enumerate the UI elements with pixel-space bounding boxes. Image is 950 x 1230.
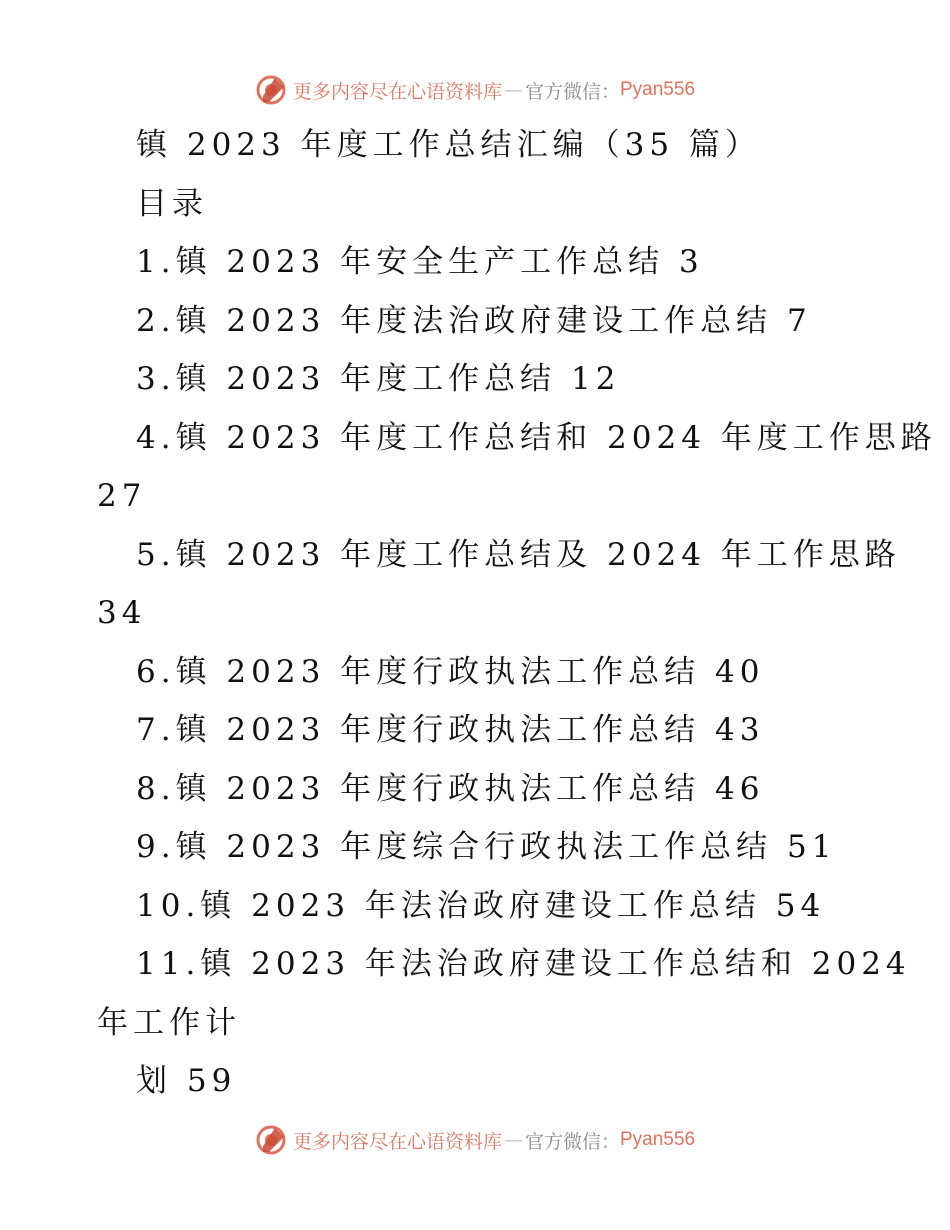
toc-item: 7.镇 2023 年度行政执法工作总结 43 — [136, 712, 765, 748]
toc-item: 3.镇 2023 年度工作总结 12 — [136, 361, 621, 397]
footer-watermark — [0, 1122, 950, 1158]
pen-logo-icon — [255, 74, 287, 106]
toc-item: 8.镇 2023 年度行政执法工作总结 46 — [136, 771, 765, 807]
toc-item-continuation: 27 — [97, 478, 147, 514]
toc-item: 9.镇 2023 年度综合行政执法工作总结 51 — [136, 829, 837, 865]
toc-item: 1.镇 2023 年安全生产工作总结 3 — [136, 244, 704, 280]
toc-item: 11.镇 2023 年法治政府建设工作总结和 2024 — [136, 946, 911, 982]
toc-item: 10.镇 2023 年法治政府建设工作总结 54 — [136, 888, 826, 924]
toc-item: 5.镇 2023 年度工作总结及 2024 年工作思路 — [136, 537, 901, 573]
pen-logo-icon — [255, 1124, 287, 1156]
watermark-label: 官方微信： — [524, 1130, 620, 1153]
watermark-dash: — — [503, 79, 523, 101]
watermark-dash: — — [503, 1129, 523, 1151]
header-watermark — [0, 72, 950, 108]
toc-item-continuation: 年工作计 — [97, 1005, 241, 1041]
watermark-label: 官方微信： — [524, 80, 620, 103]
toc-heading: 目录 — [136, 186, 208, 222]
toc-item-continuation: 划 59 — [136, 1063, 237, 1099]
watermark-text: 更多内容尽在心语资料库 — [292, 80, 502, 103]
toc-item-continuation: 34 — [97, 595, 147, 631]
watermark-id: Pyan556 — [620, 79, 696, 100]
toc-item: 4.镇 2023 年度工作总结和 2024 年度工作思路 — [136, 420, 937, 456]
watermark-text: 更多内容尽在心语资料库 — [292, 1130, 502, 1153]
watermark-id: Pyan556 — [620, 1129, 696, 1150]
toc-item: 6.镇 2023 年度行政执法工作总结 40 — [136, 654, 765, 690]
document-title: 镇 2023 年度工作总结汇编（35 篇） — [136, 127, 761, 163]
toc-item: 2.镇 2023 年度法治政府建设工作总结 7 — [136, 303, 812, 339]
